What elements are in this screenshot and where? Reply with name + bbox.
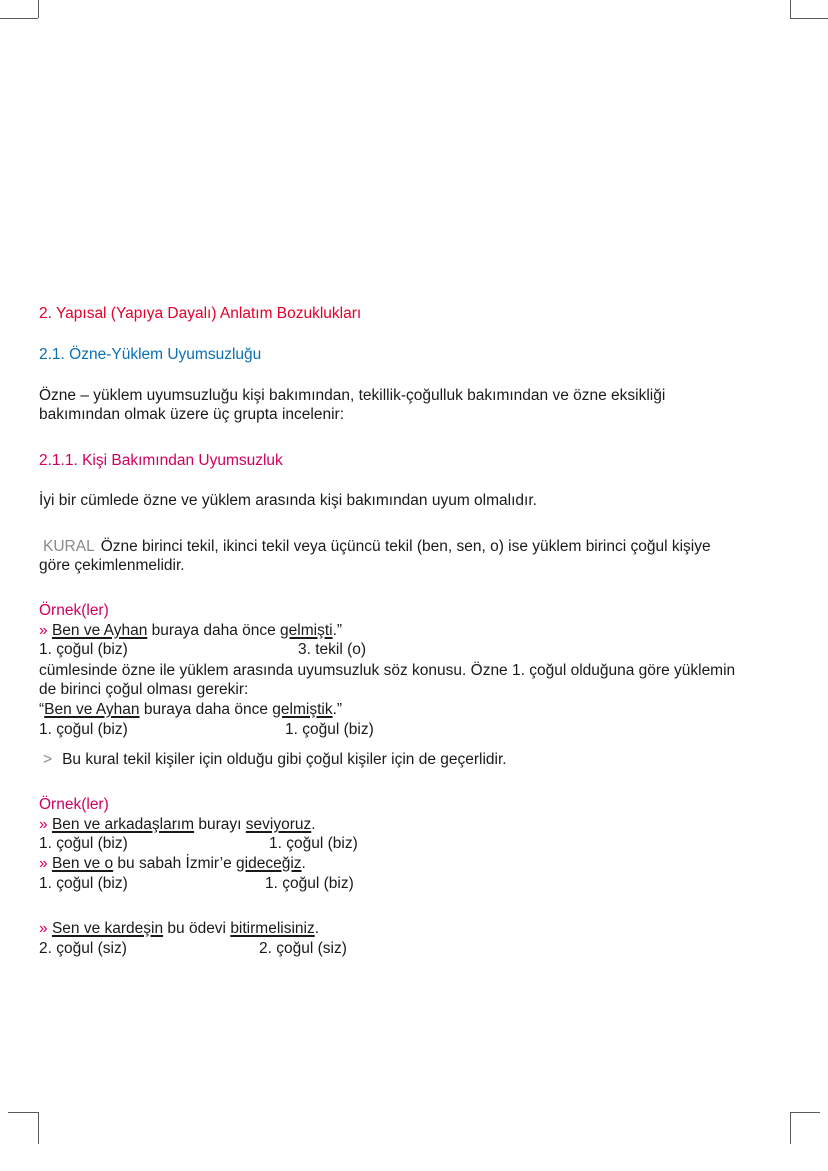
verb: gelmiştik [272, 701, 333, 718]
sentence-middle: bu ödevi [163, 920, 231, 937]
sub-heading: 2.1. Özne-Yüklem Uyumsuzluğu [39, 346, 262, 363]
tag-verb: 1. çoğul (biz) [285, 721, 374, 738]
example-label: Örnek(ler) [39, 602, 109, 619]
tag-verb: 1. çoğul (biz) [265, 875, 354, 892]
rule-line [39, 537, 711, 556]
rule-line: göre çekimlenmelidir. [39, 557, 185, 574]
example-sentence [39, 919, 319, 938]
example-sentence [39, 621, 342, 640]
crop-mark [790, 1112, 791, 1144]
sentence-middle: buraya daha önce [139, 701, 273, 718]
main-heading: 2. Yapısal (Yapıya Dayalı) Anlatım Bozuklukları [39, 305, 362, 322]
sentence-end: . [314, 920, 320, 937]
tag-subject: 2. çoğul (siz) [39, 940, 127, 957]
crop-mark [790, 1112, 820, 1113]
crop-mark [38, 0, 39, 18]
sentence-middle: burayı [194, 816, 246, 833]
statement: İyi bir cümlede özne ve yüklem arasında kişi bakımından uyum olmalıdır. [39, 492, 537, 509]
rule-text: Özne birinci tekil, ikinci tekil veya üçüncü tekil (ben, sen, o) ise yüklem birinci çoğul kişiye [100, 538, 711, 555]
note-line [39, 750, 507, 769]
crop-mark [790, 18, 828, 19]
quote-open: “ [39, 701, 45, 718]
subject: Sen ve kardeşin [51, 920, 164, 937]
example-sentence [39, 854, 306, 873]
explanation-line: cümlesinde özne ile yüklem arasında uyumsuzluk söz konusu. Özne 1. çoğul olduğuna göre yüklemin [39, 662, 736, 679]
crop-mark [790, 0, 791, 18]
tag-subject: 1. çoğul (biz) [39, 835, 128, 852]
subject: Ben ve Ayhan [44, 701, 140, 718]
sentence-end: .” [332, 622, 343, 639]
sentence-end: .” [332, 701, 343, 718]
bullet: » [39, 920, 48, 937]
note-text: Bu kural tekil kişiler için olduğu gibi çoğul kişiler için de geçerlidir. [62, 751, 507, 768]
sentence-middle: bu sabah İzmir’e [113, 855, 237, 872]
tag-subject: 1. çoğul (biz) [39, 721, 128, 738]
subsection-heading: 2.1.1. Kişi Bakımından Uyumsuzluk [39, 452, 283, 469]
tag-verb: 3. tekil (o) [298, 641, 367, 658]
crop-mark [38, 1112, 39, 1144]
verb: gelmişti [280, 622, 333, 639]
chevron-right-icon: > [43, 751, 53, 768]
crop-mark [0, 18, 38, 19]
bullet: » [39, 622, 48, 639]
tag-subject: 1. çoğul (biz) [39, 875, 128, 892]
intro-paragraph-line: Özne – yüklem uyumsuzluğu kişi bakımından, tekillik-çoğulluk bakımından ve özne eksikliği [39, 387, 666, 404]
verb: seviyoruz [245, 816, 312, 833]
verb: gideceğiz [236, 855, 302, 872]
example-sentence [39, 815, 316, 834]
sentence-middle: buraya daha önce [147, 622, 281, 639]
sentence-end: . [301, 855, 306, 872]
crop-mark [8, 1112, 38, 1113]
subject: Ben ve arkadaşlarım [51, 816, 195, 833]
subject: Ben ve Ayhan [51, 622, 148, 639]
corrected-sentence [39, 700, 342, 719]
tag-verb: 2. çoğul (siz) [259, 940, 347, 957]
bullet: » [39, 816, 48, 833]
example-label: Örnek(ler) [39, 796, 109, 813]
explanation-line: de birinci çoğul olması gerekir: [39, 681, 249, 698]
rule-label: KURAL [43, 538, 95, 555]
intro-paragraph-line: bakımından olmak üzere üç grupta incelenir: [39, 406, 344, 423]
tag-subject: 1. çoğul (biz) [39, 641, 128, 658]
verb: bitirmelisiniz [230, 920, 315, 937]
sentence-end: . [311, 816, 316, 833]
tag-verb: 1. çoğul (biz) [269, 835, 358, 852]
subject: Ben ve o [51, 855, 114, 872]
bullet: » [39, 855, 48, 872]
